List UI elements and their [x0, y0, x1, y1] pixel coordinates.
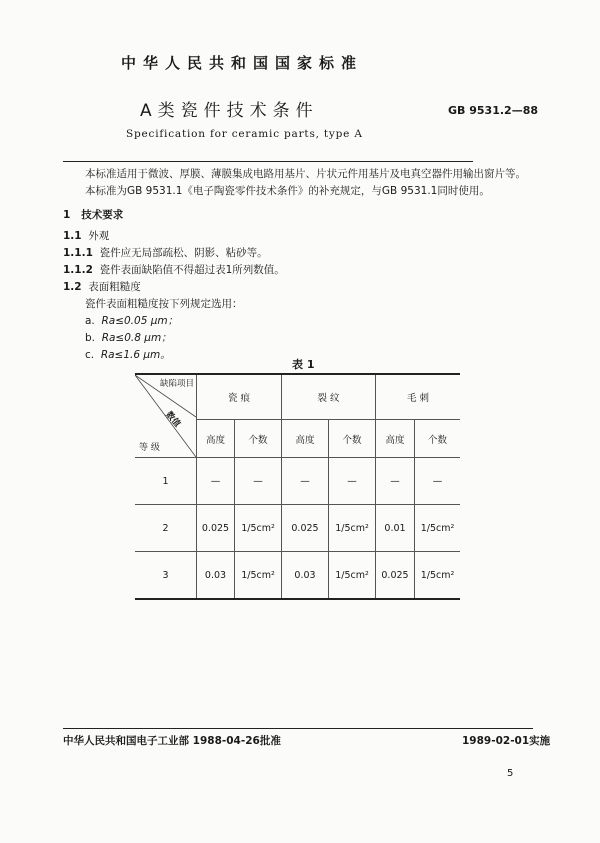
item-text: Ra≤0.8 μm；	[101, 332, 172, 344]
item-text: Ra≤1.6 μm。	[100, 349, 171, 361]
table-cell: 1/5cm²	[415, 552, 461, 600]
section-1-1	[63, 228, 109, 243]
section-number: 1.1	[63, 230, 82, 242]
section-number: 1.2	[63, 281, 82, 293]
table-cell: 0.01	[376, 505, 415, 552]
grade-cell: 1	[135, 458, 197, 505]
section-number: 1	[63, 209, 71, 221]
document-title: A类瓷件技术条件	[140, 101, 319, 121]
table-cell: 0.03	[197, 552, 235, 600]
table-cell: 0.025	[282, 505, 329, 552]
table-cell: —	[329, 458, 376, 505]
table-cell: 0.025	[376, 552, 415, 600]
intro-paragraph: 本标准为GB 9531.1《电子陶瓷零件技术条件》的补充规定，与GB 9531.1同时使用。	[85, 185, 490, 197]
table-cell: 0.03	[282, 552, 329, 600]
table-cell: 1/5cm²	[235, 505, 282, 552]
table-cell: 0.025	[197, 505, 235, 552]
defect-table	[135, 373, 460, 600]
section-heading: 技术要求	[81, 209, 124, 221]
section-number: 1.1.2	[63, 264, 93, 276]
english-title: Specification for ceramic parts, type A	[126, 128, 363, 140]
item-label: a.	[85, 315, 95, 327]
roughness-intro: 瓷件表面粗糙度按下列规定选用：	[85, 298, 243, 310]
footer-rule	[63, 728, 533, 729]
table-cell: 1/5cm²	[235, 552, 282, 600]
group-header: 瓷 痕	[197, 374, 282, 420]
subheader: 个数	[329, 420, 376, 458]
group-header: 毛 刺	[376, 374, 461, 420]
table-caption: 表 1	[292, 358, 315, 371]
subheader: 个数	[235, 420, 282, 458]
stub-value-label: 数值	[163, 409, 183, 430]
stub-grade-label: 等 级	[139, 443, 160, 453]
section-1-1-2	[63, 262, 285, 277]
implementation-date: 1989-02-01实施	[462, 735, 551, 747]
table-cell: 1/5cm²	[329, 552, 376, 600]
page-number: 5	[507, 768, 514, 779]
intro-paragraph: 本标准适用于微波、厚膜、薄膜集成电路用基片、片状元件用基片及电真空器件用输出窗片等。	[85, 168, 526, 180]
table-cell: —	[235, 458, 282, 505]
table-cell: —	[376, 458, 415, 505]
roughness-item	[85, 330, 172, 345]
table-row	[135, 552, 460, 600]
roughness-item	[85, 313, 178, 328]
section-1	[63, 207, 123, 222]
section-heading: 表面粗糙度	[88, 281, 141, 293]
standard-code: GB 9531.2—88	[448, 104, 538, 117]
standard-name: 中华人民共和国国家标准	[121, 54, 364, 72]
subheader: 高度	[282, 420, 329, 458]
section-text: 瓷件表面缺陷值不得超过表1所列数值。	[99, 264, 285, 276]
subheader: 高度	[197, 420, 235, 458]
header-rule	[63, 161, 473, 162]
section-heading: 外观	[88, 230, 110, 242]
stub-defect-label: 缺陷项目	[159, 379, 194, 389]
table-cell: —	[282, 458, 329, 505]
section-number: 1.1.1	[63, 247, 93, 259]
subheader: 个数	[415, 420, 461, 458]
table-row	[135, 505, 460, 552]
section-text: 瓷件应无局部疏松、阴影、粘砂等。	[99, 247, 268, 259]
grade-cell: 2	[135, 505, 197, 552]
group-header: 裂 纹	[282, 374, 376, 420]
section-1-1-1	[63, 245, 268, 260]
item-label: c.	[85, 349, 95, 361]
item-label: b.	[85, 332, 96, 344]
table-cell: 1/5cm²	[415, 505, 461, 552]
table-cell: —	[415, 458, 461, 505]
roughness-item	[85, 347, 171, 362]
grade-cell: 3	[135, 552, 197, 600]
item-text: Ra≤0.05 μm；	[101, 315, 179, 327]
table-cell: 1/5cm²	[329, 505, 376, 552]
subheader: 高度	[376, 420, 415, 458]
table-stub-header	[135, 374, 197, 458]
table-cell: —	[197, 458, 235, 505]
section-1-2	[63, 279, 141, 294]
table-row	[135, 458, 460, 505]
approval-info: 中华人民共和国电子工业部 1988-04-26批准	[63, 735, 281, 747]
